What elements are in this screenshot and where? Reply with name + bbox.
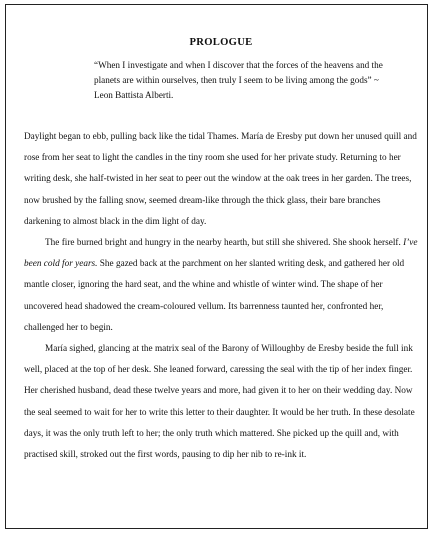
paragraph-2-text-before: The fire burned bright and hungry in the nearby hearth, but still she shivered. She shook herself.	[45, 238, 404, 249]
paragraph-2-italic-thought: I’ve been cold for years.	[24, 238, 418, 270]
prose-body	[24, 127, 418, 466]
epigraph-quote: “When I investigate and when I discover that the forces of the heavens and the planets are within ourselves, then truly I seem to be living among the gods” ~ Leon Battista Alberti.	[94, 60, 383, 100]
paragraph-1: Daylight began to ebb, pulling back like the tidal Thames. María de Eresby put down her unused quill and rose from her seat to light the candles in the tiny room she used for her private study. Returning to her writing desk, she half-twisted in her seat to peer out the window at the oak trees in her garden. The trees, now brushed by the falling snow, seemed dream-like through the thick glass, their bare branches darkening to almost black in the dim light of day.	[24, 132, 417, 227]
chapter-title: PROLOGUE	[189, 37, 253, 48]
paragraph-2-text-after: She gazed back at the parchment on her slanted writing desk, and gathered her old mantle closer, ignoring the hard seat, and the whine and whistle of winter wind. The shape of her uncovered head shadowed the cream-coloured vellum. Its barrenness taunted her, confronted her, challenged her to begin.	[24, 259, 405, 333]
document-body	[24, 36, 418, 466]
page-frame	[5, 4, 428, 529]
paragraph-3: María sighed, glancing at the matrix seal of the Barony of Willoughby de Eresby beside the full ink well, placed at the top of her desk. She leaned forward, caressing the seal with the tip of her index finger. Her cherished husband, dead these twelve years and more, had given it to her on their wedding day. Now the seal seemed to wait for her to write this letter to their daughter. It would be her truth. In these desolate days, it was the only truth left to her; the only truth which mattered. She picked up the quill and, with practised skill, stroked out the first words, pausing to dip her nib to re-ink it.	[24, 344, 415, 461]
paragraph-2	[24, 233, 418, 339]
